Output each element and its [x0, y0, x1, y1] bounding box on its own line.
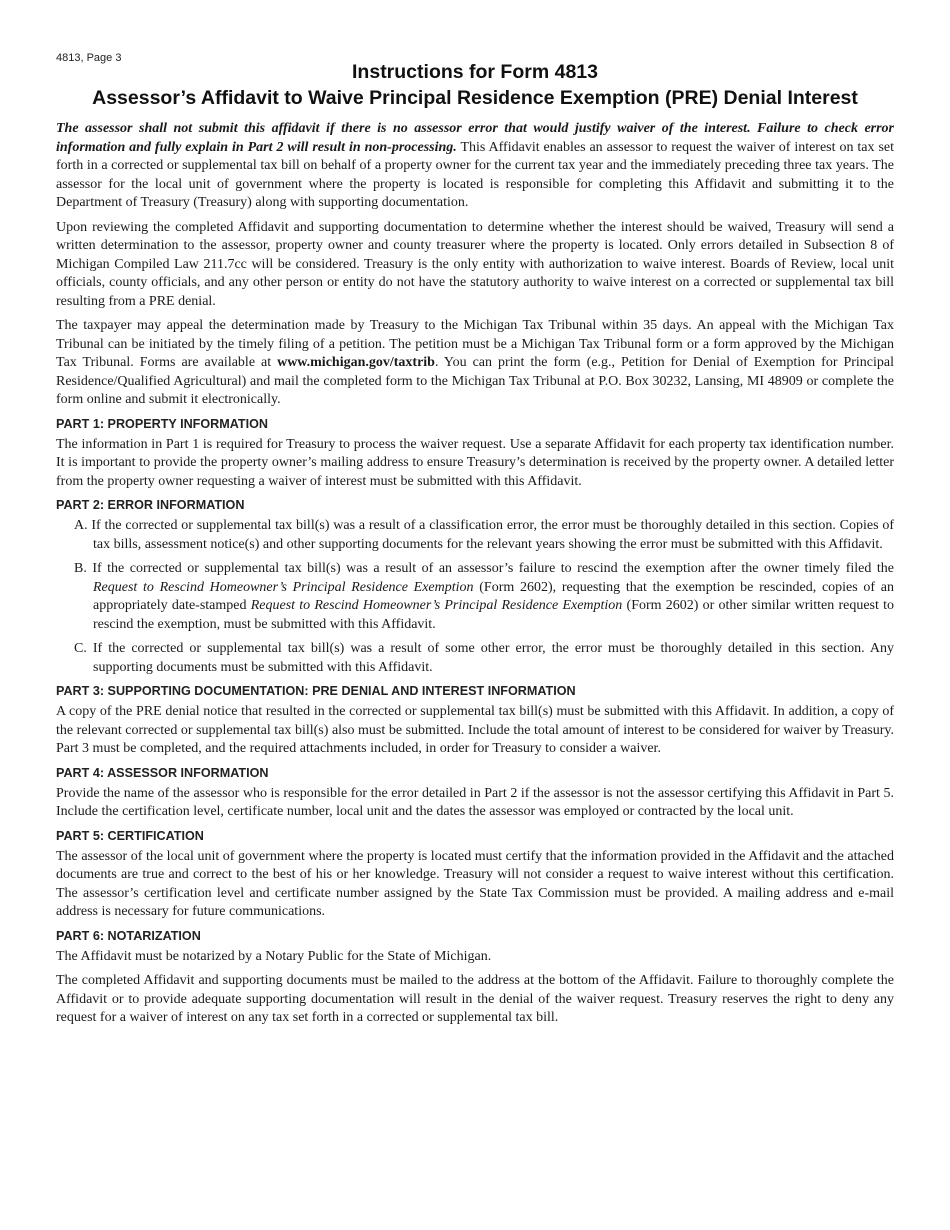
form-2602-title-2: Request to Rescind Homeowner’s Principal Residence Exemption	[250, 598, 623, 613]
part2-item-b	[56, 560, 894, 634]
intro-text: This Affidavit enables an assessor to request the waiver of interest on tax set forth in a corrected or supplemental tax bill on behalf of a property owner for the current tax year and the immediately preceding three tax years. The assessor for the local unit of government where the property is located is responsible for completing this Affidavit and submitting it to the Department of Treasury (Treasury) along with supporting documentation.	[56, 139, 895, 210]
part2-heading: PART 2: ERROR INFORMATION	[56, 498, 245, 512]
item-b-text-1: B. If the corrected or supplemental tax bill(s) was a result of an assessor’s failure to rescind the exemption after the owner timely filed the	[74, 561, 894, 576]
taxtrib-link[interactable]: www.michigan.gov/taxtrib	[277, 355, 435, 370]
form-2602-title: Request to Rescind Homeowner’s Principal Residence Exemption	[93, 579, 474, 595]
part6-heading: PART 6: NOTARIZATION	[56, 928, 201, 943]
page-subtitle: Assessor’s Affidavit to Waive Principal Residence Exemption (PRE) Denial Interest	[92, 87, 858, 109]
appeal-text-after: . You can print the form (e.g., Petition for Denial of Exemption for Principal Residence/Qualified Agricultural) and mail the completed form to the Michigan Tax Tribunal at P.O. Box 30232, Lansing, MI 48909 or complete the form online and submit it electronically.	[56, 355, 894, 407]
page-title: Instructions for Form 4813	[352, 61, 598, 83]
part4-heading: PART 4: ASSESSOR INFORMATION	[56, 765, 269, 780]
appeal-text-before: The taxpayer may appeal the determination made by Treasury to the Michigan Tax Tribunal within 35 days. An appeal with the Michigan Tax Tribunal can be initiated by the timely filing of a petition. The petition must be a Michigan Tax Tribunal form or a form approved by the Michigan Tax Tribunal. Forms are available at	[56, 318, 894, 370]
part1-text: The information in Part 1 is required for Treasury to process the waiver request. Use a separate Affidavit for each property tax identification number. It is important to provide the property owner’s mailing address to ensure Treasury’s determination is received by the property owner. A detailed letter from the property owner requesting a waiver of interest must be submitted with this Affidavit.	[56, 436, 894, 489]
part2-item-c: C. If the corrected or supplemental tax bill(s) was a result of some other error, the error must be thoroughly detailed in this section. Any supporting documents must be submitted with this Affidavit.	[74, 641, 894, 675]
warning-text: The assessor shall not submit this affidavit if there is no assessor error that would justify waiver of the interest. Failure to check error information and fully explain in Part 2 will result in non-processing.	[56, 121, 894, 155]
part5-heading: PART 5: CERTIFICATION	[56, 828, 204, 843]
intro-paragraph	[56, 120, 894, 213]
part1-heading: PART 1: PROPERTY INFORMATION	[56, 416, 269, 431]
appeal-paragraph	[56, 317, 894, 410]
part4-text: Provide the name of the assessor who is responsible for the error detailed in Part 2 if the assessor is not the assessor certifying this Affidavit in Part 5. Include the certification level, certificate number, local unit and the dates the assessor was employed or contracted by the local unit.	[56, 785, 894, 819]
instructions-content	[56, 59, 894, 1034]
part3-text: A copy of the PRE denial notice that resulted in the corrected or supplemental tax bill(s) must be submitted with this Affidavit. In addition, a copy of the relevant corrected or supplemental tax bill(s) also must be submitted. Include the total amount of interest to be considered for waiver by Treasury. Part 3 must be completed, and the required attachments included, in order for Treasury to consider a waiver.	[56, 704, 894, 756]
part5-text: The assessor of the local unit of government where the property is located must certify that the information provided in the Affidavit and the attached documents are true and correct to the best of his or her knowledge. Treasury will not consider a request to waive interest without this certification. The assessor’s certification level and certificate number assigned by the State Tax Commission must be provided. A mailing address and e-mail address is necessary for future communications.	[56, 848, 894, 919]
part6-text-1: The Affidavit must be notarized by a Notary Public for the State of Michigan.	[56, 948, 492, 964]
page-label: 4813, Page 3	[56, 52, 122, 64]
part3-heading: PART 3: SUPPORTING DOCUMENTATION: PRE DENIAL AND INTEREST INFORMATION	[56, 684, 576, 698]
item-b-text-2: (Form 2602), requesting that the exemption be rescinded, copies of an appropriately date-stamped	[93, 579, 895, 613]
part2-item-a: A. If the corrected or supplemental tax bill(s) was a result of a classification error, the error must be thoroughly detailed in this section. Copies of tax bills, assessment notice(s) and other supporting documents for the relevant years showing the error must be submitted with this Affidavit.	[74, 518, 894, 552]
review-paragraph: Upon reviewing the completed Affidavit and supporting documentation to determine whether the interest should be waived, Treasury will send a written determination to the assessor, property owner and county treasurer where the property is located. Only errors detailed in Subsection 8 of Michigan Compiled Law 211.7cc will be considered. Treasury is the only entity with authorization to waive interest. Boards of Review, local unit officials, county officials, and any other person or entity do not have the statutory authority to waive interest on a corrected or supplemental tax bill resulting from a PRE denial.	[56, 219, 894, 309]
item-b-text-3: (Form 2602) or other similar written request to rescind the exemption, must be submitted with this Affidavit.	[93, 598, 894, 632]
part6-text-2: The completed Affidavit and supporting documents must be mailed to the address at the bottom of the Affidavit. Failure to thoroughly complete the Affidavit or to provide adequate supporting documentation will result in the denial of the waiver request. Treasury reserves the right to deny any request for a waiver of interest on any tax set forth in a corrected or supplemental tax bill.	[56, 973, 894, 1025]
